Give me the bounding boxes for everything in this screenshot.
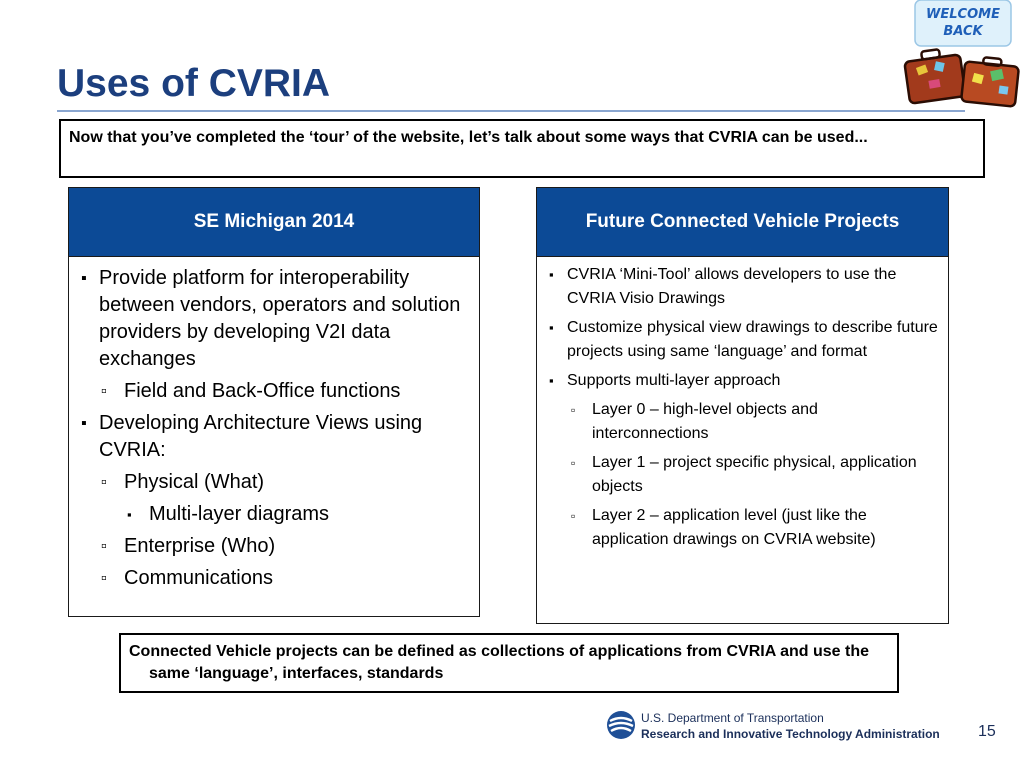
list-item: ▪ Developing Architecture Views using CVRIA: xyxy=(79,410,469,464)
future-projects-panel xyxy=(536,187,949,624)
list-item: ▪ Multi-layer diagrams xyxy=(79,501,469,528)
conclusion-text: Connected Vehicle projects can be defined as collections of applications from CVRIA and use the same ‘language’, interfaces, standards xyxy=(129,643,870,682)
usdot-logo-icon xyxy=(606,710,636,740)
list-item: ▫ Communications xyxy=(79,565,469,592)
suitcases-icon xyxy=(904,49,1019,107)
slide-title: Uses of CVRIA xyxy=(57,62,331,105)
list-item: ▫ Enterprise (Who) xyxy=(79,533,469,560)
footer-org-line2: Research and Innovative Technology Administration xyxy=(641,727,940,741)
future-projects-header: Future Connected Vehicle Projects xyxy=(537,188,948,257)
title-divider xyxy=(57,110,965,112)
list-item: ▫ Layer 1 – project specific physical, application objects xyxy=(547,451,938,499)
page-number: 15 xyxy=(978,723,996,740)
future-projects-bullet-list xyxy=(537,257,948,552)
intro-text-box xyxy=(59,119,985,178)
se-michigan-bullet-list xyxy=(69,257,479,592)
welcome-line1: WELCOME xyxy=(926,7,1000,22)
list-item: ▫ Physical (What) xyxy=(79,469,469,496)
footer-org-line1: U.S. Department of Transportation xyxy=(641,711,824,725)
intro-text: Now that you’ve completed the ‘tour’ of the website, let’s talk about some ways that CVRIA can be used... xyxy=(69,129,868,146)
list-item: ▪ Supports multi-layer approach xyxy=(547,369,938,393)
welcome-line2: BACK xyxy=(943,24,983,39)
list-item: ▪ Provide platform for interoperability between vendors, operators and solution providers by developing V2I data exchanges xyxy=(79,265,469,373)
list-item: ▪ CVRIA ‘Mini-Tool’ allows developers to use the CVRIA Visio Drawings xyxy=(547,263,938,311)
se-michigan-header: SE Michigan 2014 xyxy=(69,188,479,257)
conclusion-box xyxy=(119,633,899,693)
list-item: ▫ Field and Back-Office functions xyxy=(79,378,469,405)
list-item: ▫ Layer 2 – application level (just like the application drawings on CVRIA website) xyxy=(547,504,938,552)
list-item: ▫ Layer 0 – high-level objects and interconnections xyxy=(547,398,938,446)
se-michigan-panel xyxy=(68,187,480,617)
welcome-back-graphic xyxy=(903,0,1024,110)
list-item: ▪ Customize physical view drawings to describe future projects using same ‘language’ and format xyxy=(547,316,938,364)
